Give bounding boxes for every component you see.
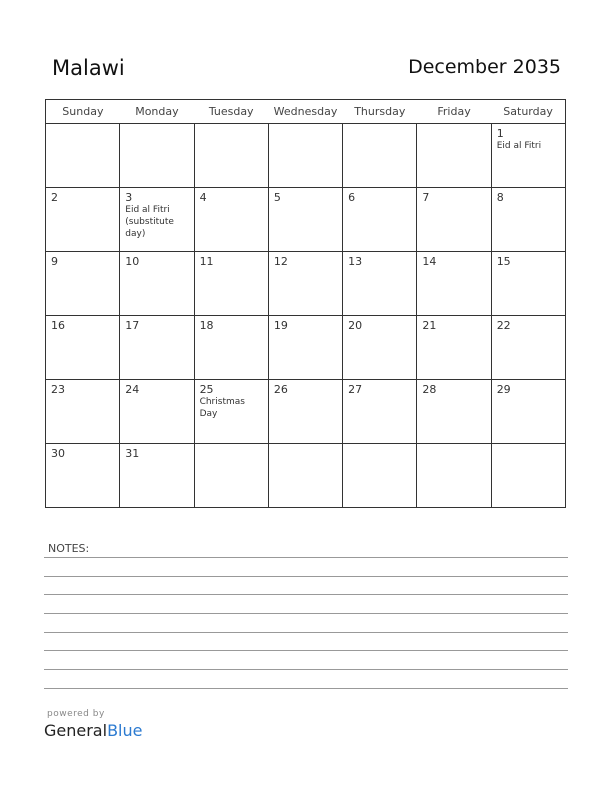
day-number: 14 [422,255,437,268]
day-cell [46,316,120,380]
day-cell [491,380,565,444]
day-number: 3 [125,191,133,204]
day-cell [417,316,491,380]
weekday-header-row [46,100,566,124]
day-cell [343,380,417,444]
day-number: 20 [348,319,363,332]
day-cell [417,188,491,252]
day-number: 1 [496,127,504,140]
day-number: 25 [199,383,214,396]
day-number: 12 [273,255,288,268]
day-cell [120,124,194,188]
day-number: 31 [125,447,140,460]
month-title: December 2035 [408,56,561,78]
day-number: 18 [199,319,214,332]
day-cell [491,316,565,380]
day-number: 26 [273,383,288,396]
day-cell [46,252,120,316]
day-number: 27 [348,383,363,396]
weekday-monday: Monday [120,100,194,124]
day-cell [417,124,491,188]
day-number: 19 [273,319,288,332]
day-cell [343,124,417,188]
day-number: 29 [496,383,511,396]
day-cell [194,124,268,188]
day-number: 4 [199,191,207,204]
brand-logo[interactable] [44,721,142,740]
day-cell [194,444,268,508]
day-cell [343,252,417,316]
day-cell [46,124,120,188]
day-number: 8 [496,191,504,204]
day-cell [491,188,565,252]
day-number: 6 [348,191,356,204]
day-number: 17 [125,319,140,332]
week-row [46,124,566,188]
day-cell [417,252,491,316]
day-cell [343,316,417,380]
day-cell [120,316,194,380]
day-cell [491,444,565,508]
brand-blue: Blue [107,721,143,740]
note-line [44,650,568,651]
day-number: 24 [125,383,140,396]
day-cell [46,444,120,508]
day-cell [194,316,268,380]
note-line [44,576,568,577]
holiday-label: Christmas Day [199,397,245,419]
day-cell [268,252,342,316]
day-number: 28 [422,383,437,396]
day-number: 9 [51,255,58,268]
day-cell [343,188,417,252]
day-cell [194,380,268,444]
note-line [44,632,568,633]
day-cell [120,252,194,316]
day-number: 16 [51,319,65,332]
weekday-tuesday: Tuesday [194,100,268,124]
note-line [44,557,568,558]
day-number: 5 [273,191,281,204]
weekday-friday: Friday [417,100,491,124]
brand-general: General [44,721,108,740]
powered-by-text: powered by [47,709,105,719]
day-cell [46,380,120,444]
note-line [44,669,568,670]
day-cell [417,444,491,508]
week-row [46,444,566,508]
day-number: 2 [51,191,58,204]
day-number: 22 [496,319,511,332]
day-number: 30 [51,447,65,460]
note-line [44,613,568,614]
day-number: 21 [422,319,437,332]
weekday-wednesday: Wednesday [268,100,342,124]
day-number: 7 [422,191,430,204]
day-cell [268,444,342,508]
day-cell [194,252,268,316]
day-cell [343,444,417,508]
day-cell [120,444,194,508]
day-cell [268,380,342,444]
day-number: 13 [348,255,363,268]
day-cell [120,188,194,252]
calendar-grid [45,99,566,508]
day-cell [417,380,491,444]
week-row [46,252,566,316]
notes-label: NOTES: [48,542,90,555]
note-line [44,688,568,689]
day-number: 10 [125,255,140,268]
holiday-label: Eid al Fitri (substitute day) [125,205,174,239]
week-row [46,316,566,380]
holiday-label: Eid al Fitri [496,141,542,151]
day-cell [491,124,565,188]
day-cell [268,316,342,380]
day-cell [120,380,194,444]
day-cell [194,188,268,252]
day-cell [268,124,342,188]
weekday-thursday: Thursday [343,100,417,124]
day-number: 15 [496,255,511,268]
day-cell [46,188,120,252]
note-line [44,594,568,595]
day-number: 11 [199,255,214,268]
week-row [46,380,566,444]
weekday-saturday: Saturday [491,100,565,124]
day-cell [268,188,342,252]
day-number: 23 [51,383,65,396]
country-title: Malawi [52,56,125,80]
weekday-sunday: Sunday [46,100,120,124]
day-cell [491,252,565,316]
week-row [46,188,566,252]
